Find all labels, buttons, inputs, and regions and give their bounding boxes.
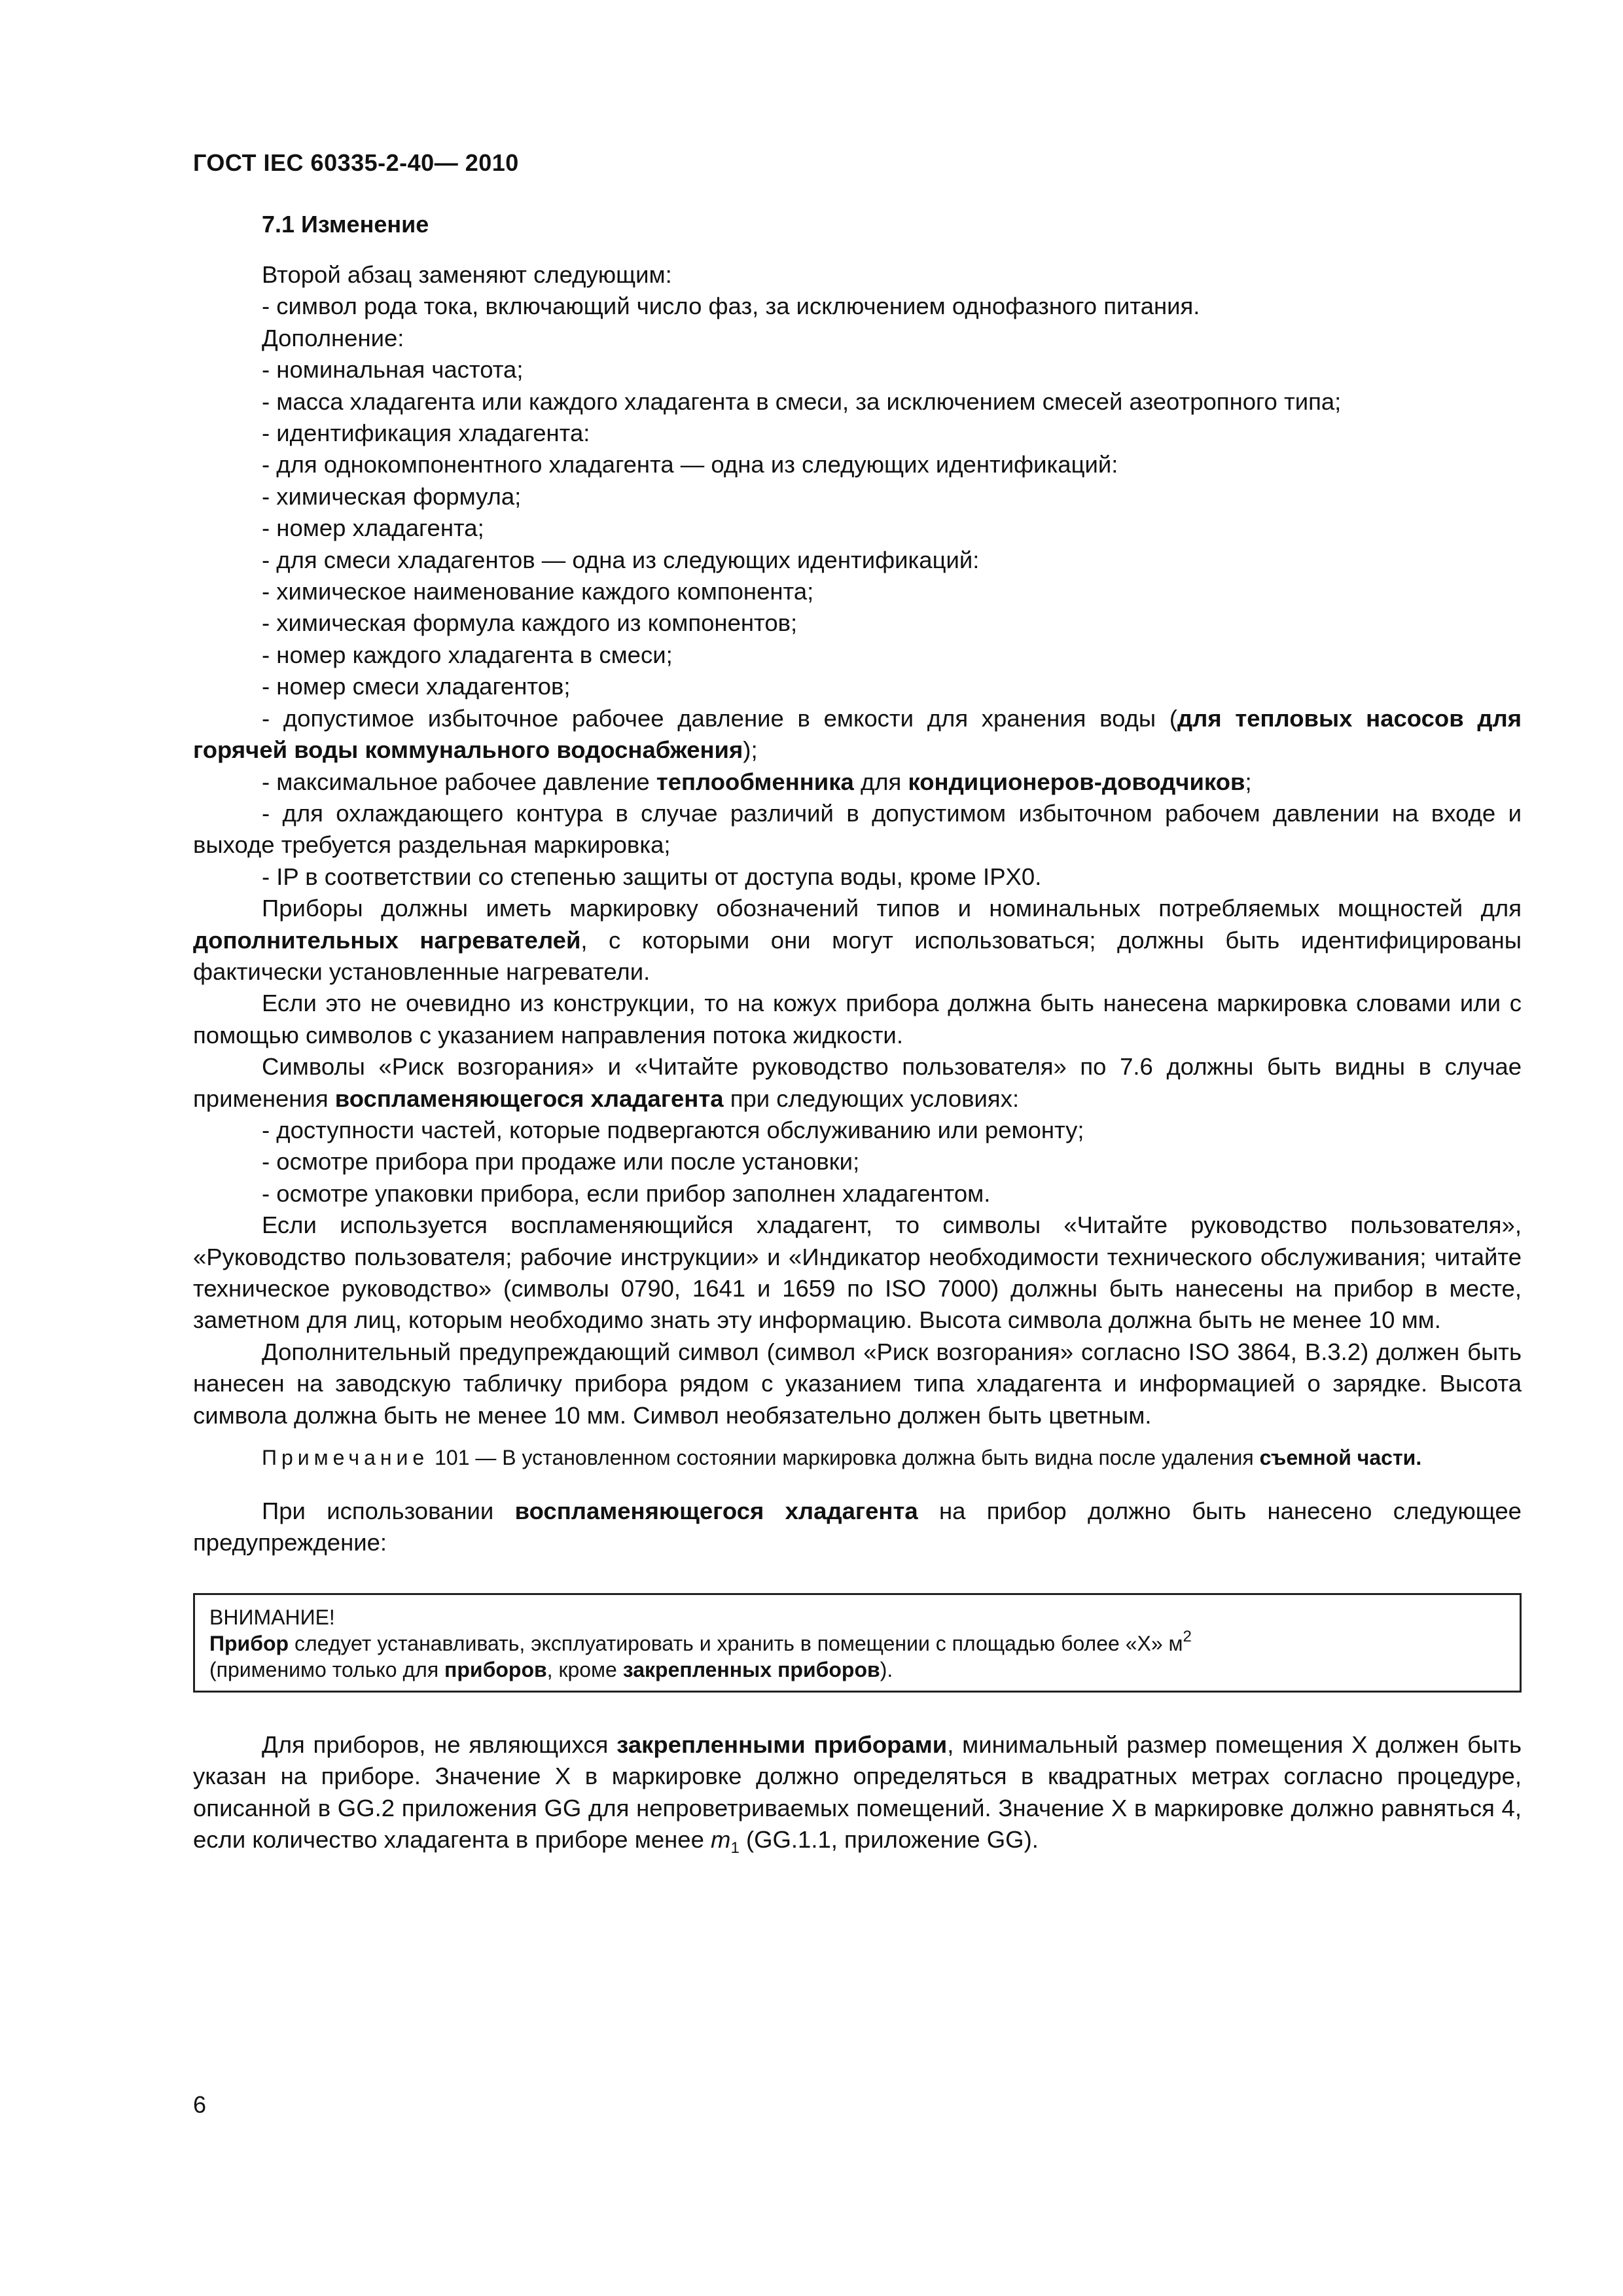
flow-paragraph: Если это не очевидно из конструкции, то на кожух прибора должна быть нанесена маркировка словами или с помощью символов с указанием направления потока жидкости.: [193, 990, 1522, 1049]
note-paragraph: Примечание 101 — В установленном состоянии маркировка должна быть видна после удаления съемной части.: [262, 1446, 1422, 1470]
warning-box: [193, 1593, 1522, 1693]
warning-symbol-paragraph: Дополнительный предупреждающий символ (символ «Риск возгорания» согласно ISO 3864, B.3.2) должен быть нанесен на заводскую табличку прибора рядом с указанием типа хладагента и информацией о зарядке. Высота символа должна быть не менее 10 мм. Символ необязательно должен быть цветным.: [193, 1338, 1522, 1429]
list-item: - химическое наименование каждого компонента;: [262, 578, 814, 605]
pressure-tank-item: - допустимое избыточное рабочее давление в емкости для хранения воды (для тепловых насосов для горячей воды коммунального водоснабжения);: [193, 704, 1522, 764]
cooling-circuit-item: - для охлаждающего контура в случае различий в допустимом избыточном рабочем давлении на входе и выходе требуется раздельная маркировка;: [193, 799, 1522, 859]
list-item: - масса хладагента или каждого хладагента в смеси, за исключением смесей азеотропного типа;: [262, 387, 1342, 415]
list-item: - для однокомпонентного хладагента — одна из следующих идентификаций:: [262, 451, 1118, 478]
symbols-paragraph: Символы «Риск возгорания» и «Читайте руководство пользователя» по 7.6 должны быть видны в случае применения воспламеняющегося хладагента при следующих условиях:: [193, 1053, 1522, 1112]
list-item: - номер каждого хладагента в смеси;: [262, 641, 673, 668]
document-header: ГОСТ IEC 60335-2-40— 2010: [193, 149, 519, 176]
list-item: - идентификация хладагента:: [262, 420, 590, 447]
list-item: - осмотре прибора при продаже или после установки;: [262, 1148, 860, 1175]
list-item: - осмотре упаковки прибора, если прибор заполнен хладагентом.: [262, 1179, 991, 1207]
list-item: - химическая формула каждого из компонентов;: [262, 609, 798, 637]
list-item: - химическая формула;: [262, 482, 522, 510]
section-title: 7.1 Изменение: [262, 211, 429, 238]
list-item: - номинальная частота;: [262, 356, 524, 384]
heaters-paragraph: Приборы должны иметь маркировку обозначений типов и номинальных потребляемых мощностей для дополнительных нагревателей, с которыми они могут использоваться; должны быть идентифицированы фактически установленные нагреватели.: [193, 895, 1522, 985]
list-item: - номер хладагента;: [262, 514, 484, 542]
warning-heading: ВНИМАНИЕ!: [209, 1605, 335, 1629]
ip-item: - IP в соответствии со степенью защиты от доступа воды, кроме IPX0.: [262, 863, 1042, 890]
intro-addition: Дополнение:: [262, 324, 404, 351]
final-paragraph: Для приборов, не являющихся закрепленными приборами, минимальный размер помещения X должен быть указан на приборе. Значение X в маркировке должно определяться в квадратных метрах согласно процедуре, описанной в GG.2 приложения GG для непроветриваемых помещений. Значение X в маркировке должно равняться 4, если количество хладагента в приборе менее $m_1$ (GG.1.1, приложение GG).: [193, 1731, 1522, 1857]
list-item: - номер смеси хладагентов;: [262, 673, 571, 700]
flammable-symbols-paragraph: Если используется воспламеняющийся хладагент, то символы «Читайте руководство пользователя», «Руководство пользователя; рабочие инструкции» и «Индикатор необходимости технического обслуживания; читайте техническое руководство» (символы 0790, 1641 и 1659 по ISO 7000) должны быть нанесены на прибор в месте, заметном для лиц, которым необходимо знать эту информацию. Высота символа должна быть не менее 10 мм.: [193, 1211, 1522, 1334]
intro-replace: Второй абзац заменяют следующим:: [262, 261, 672, 288]
list-item: - для смеси хладагентов — одна из следующих идентификаций:: [262, 546, 980, 573]
warning-line-2: (применимо только для приборов, кроме закрепленных приборов).: [209, 1657, 893, 1681]
warning-line-1: Прибор следует устанавливать, эксплуатировать и хранить в помещении с площадью более «X» $м^2$: [209, 1627, 1192, 1655]
list-item: - доступности частей, которые подвергаются обслуживанию или ремонту;: [262, 1116, 1084, 1143]
document-body: [193, 259, 1522, 1856]
pressure-exchanger-item: - максимальное рабочее давление теплообменника для кондиционеров-доводчиков;: [262, 768, 1252, 795]
page-number: 6: [193, 2091, 207, 2118]
intro-symbol: - символ рода тока, включающий число фаз, за исключением однофазного питания.: [262, 293, 1200, 320]
warning-intro-paragraph: При использовании воспламеняющегося хладагента на прибор должно быть нанесено следующее предупреждение:: [193, 1498, 1522, 1556]
